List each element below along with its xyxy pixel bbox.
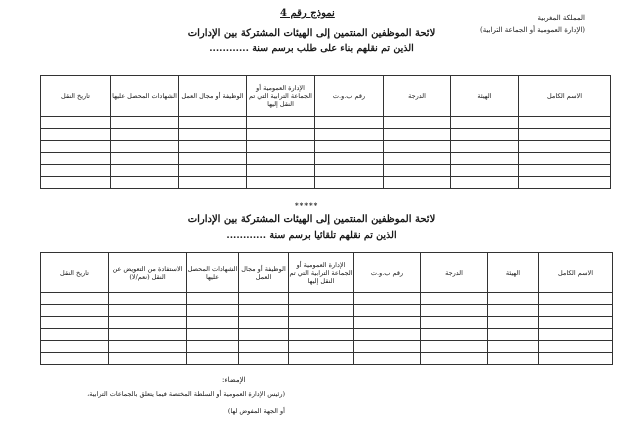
- table-row: [41, 293, 613, 305]
- table-cell: [315, 129, 384, 141]
- table-cell: [519, 117, 611, 129]
- table-cell: [451, 177, 519, 189]
- table-cell: [41, 141, 111, 153]
- table-cell: [247, 141, 315, 153]
- table-cell: [187, 317, 239, 329]
- section2-title-line2: الذين تم نقلهم تلقائيا برسم سنة ............: [226, 230, 397, 241]
- col-diplomas: الشهادات المحصل عليها: [111, 76, 179, 117]
- table-cell: [519, 129, 611, 141]
- table-cell: [111, 177, 179, 189]
- col-function: الوظيفة أو مجال العمل: [179, 76, 247, 117]
- table-cell: [354, 317, 421, 329]
- table-cell: [539, 317, 613, 329]
- col-destination-administration: الإدارة العمومية أو الجماعة الترابية التي تم النقل إليها: [247, 76, 315, 117]
- table-cell: [519, 153, 611, 165]
- table-cell: [111, 129, 179, 141]
- col2-diplomas: الشهادات المحصل عليها: [187, 253, 239, 293]
- col2-corps: الهيئة: [488, 253, 539, 293]
- table-cell: [519, 141, 611, 153]
- table-cell: [179, 129, 247, 141]
- table-cell: [315, 165, 384, 177]
- table-cell: [41, 153, 111, 165]
- table-cell: [421, 293, 488, 305]
- table-cell: [451, 165, 519, 177]
- table-cell: [111, 117, 179, 129]
- table-cell: [239, 353, 289, 365]
- table-cell: [289, 329, 354, 341]
- signature-label: الإمضاء:: [222, 376, 246, 384]
- section1-title-line2: الذين تم نقلهم بناء على طلب برسم سنة ............: [209, 43, 414, 54]
- table-cell: [289, 317, 354, 329]
- table-cell: [187, 329, 239, 341]
- signature-note-line2: أو الجهة المفوض لها): [227, 407, 285, 415]
- table-cell: [239, 329, 289, 341]
- table-cell: [315, 141, 384, 153]
- col2-ppr-number: رقم ب.و.ت: [354, 253, 421, 293]
- table-cell: [41, 293, 109, 305]
- col2-destination-administration: الإدارة العمومية أو الجماعة الترابية التي تم النقل إليها: [289, 253, 354, 293]
- table-cell: [421, 341, 488, 353]
- table-cell: [421, 353, 488, 365]
- table-cell: [179, 165, 247, 177]
- table-row: [41, 153, 611, 165]
- table-cell: [247, 117, 315, 129]
- table-cell: [109, 305, 187, 317]
- table-cell: [179, 117, 247, 129]
- table-cell: [41, 177, 111, 189]
- section-separator: *****: [295, 201, 319, 210]
- table-cell: [488, 329, 539, 341]
- table-cell: [111, 153, 179, 165]
- table-cell: [111, 165, 179, 177]
- table-cell: [539, 293, 613, 305]
- table-cell: [289, 341, 354, 353]
- col2-transfer-allowance: الاستفادة من التعويض عن النقل (نعم/لا): [109, 253, 187, 293]
- table-cell: [111, 141, 179, 153]
- kingdom-label: المملكة المغربية: [537, 14, 585, 22]
- col-grade: الدرجة: [384, 76, 451, 117]
- table-cell: [109, 317, 187, 329]
- table-cell: [109, 293, 187, 305]
- table-cell: [488, 353, 539, 365]
- signature-note-line1: (رئيس الإدارة العمومية أو السلطة المختصة فيما يتعلق بالجماعات الترابية،: [87, 390, 285, 398]
- administration-label: (الإدارة العمومية أو الجماعة الترابية): [480, 26, 585, 34]
- table-cell: [519, 177, 611, 189]
- table-row: [41, 165, 611, 177]
- table-cell: [354, 341, 421, 353]
- table-cell: [384, 141, 451, 153]
- table-row: [41, 305, 613, 317]
- table-cell: [384, 165, 451, 177]
- col-transfer-date: تاريخ النقل: [41, 76, 111, 117]
- table-cell: [187, 353, 239, 365]
- table-cell: [315, 117, 384, 129]
- transfer-on-request-table: [40, 75, 611, 189]
- table-row: [41, 177, 611, 189]
- section1-title-line1: لائحة الموظفين المنتمين إلى الهيئات المشتركة بين الإدارات: [187, 28, 436, 39]
- col2-grade: الدرجة: [421, 253, 488, 293]
- table-cell: [187, 341, 239, 353]
- table-cell: [315, 177, 384, 189]
- automatic-transfer-table: [40, 252, 613, 365]
- table-cell: [488, 305, 539, 317]
- table-cell: [41, 341, 109, 353]
- table-cell: [179, 177, 247, 189]
- table-cell: [451, 129, 519, 141]
- table-cell: [315, 153, 384, 165]
- table-cell: [109, 329, 187, 341]
- table-cell: [384, 177, 451, 189]
- table-cell: [239, 317, 289, 329]
- table-cell: [187, 293, 239, 305]
- col2-full-name: الاسم الكامل: [539, 253, 613, 293]
- table-row: [41, 341, 613, 353]
- table-row: [41, 317, 613, 329]
- table-cell: [179, 153, 247, 165]
- table-cell: [451, 153, 519, 165]
- col2-transfer-date: تاريخ النقل: [41, 253, 109, 293]
- section2-title-line1: لائحة الموظفين المنتمين إلى الهيئات المشتركة بين الإدارات: [187, 214, 436, 225]
- table-cell: [539, 305, 613, 317]
- table-cell: [384, 129, 451, 141]
- table-cell: [109, 353, 187, 365]
- table-cell: [41, 329, 109, 341]
- table-row: [41, 129, 611, 141]
- table-cell: [247, 153, 315, 165]
- table-cell: [239, 293, 289, 305]
- table-cell: [41, 165, 111, 177]
- table-cell: [289, 353, 354, 365]
- table-row: [41, 141, 611, 153]
- table-cell: [451, 141, 519, 153]
- table-cell: [247, 129, 315, 141]
- col-corps: الهيئة: [451, 76, 519, 117]
- table-cell: [289, 305, 354, 317]
- table-cell: [488, 317, 539, 329]
- table-cell: [41, 317, 109, 329]
- table-cell: [41, 305, 109, 317]
- table-cell: [451, 117, 519, 129]
- table-cell: [539, 353, 613, 365]
- table-cell: [247, 177, 315, 189]
- table-cell: [109, 341, 187, 353]
- table-cell: [384, 153, 451, 165]
- table-cell: [239, 341, 289, 353]
- table-cell: [247, 165, 315, 177]
- table-row: [41, 353, 613, 365]
- table-cell: [354, 329, 421, 341]
- table-cell: [41, 129, 111, 141]
- table-cell: [41, 353, 109, 365]
- table-row: [41, 117, 611, 129]
- table-row: [41, 329, 613, 341]
- table-cell: [421, 329, 488, 341]
- table-cell: [539, 329, 613, 341]
- table-cell: [421, 305, 488, 317]
- form-title: نموذج رقم 4: [280, 8, 335, 19]
- table-cell: [354, 293, 421, 305]
- col-ppr-number: رقم ب.و.ت: [315, 76, 384, 117]
- table-cell: [421, 317, 488, 329]
- table-cell: [539, 341, 613, 353]
- table-cell: [179, 141, 247, 153]
- table-cell: [384, 117, 451, 129]
- table-cell: [488, 293, 539, 305]
- table-cell: [488, 341, 539, 353]
- col2-function: الوظيفة أو مجال العمل: [239, 253, 289, 293]
- table-cell: [354, 353, 421, 365]
- table-cell: [239, 305, 289, 317]
- table-cell: [41, 117, 111, 129]
- table-cell: [519, 165, 611, 177]
- table-cell: [354, 305, 421, 317]
- table-cell: [289, 293, 354, 305]
- table-cell: [187, 305, 239, 317]
- col-full-name: الاسم الكامل: [519, 76, 611, 117]
